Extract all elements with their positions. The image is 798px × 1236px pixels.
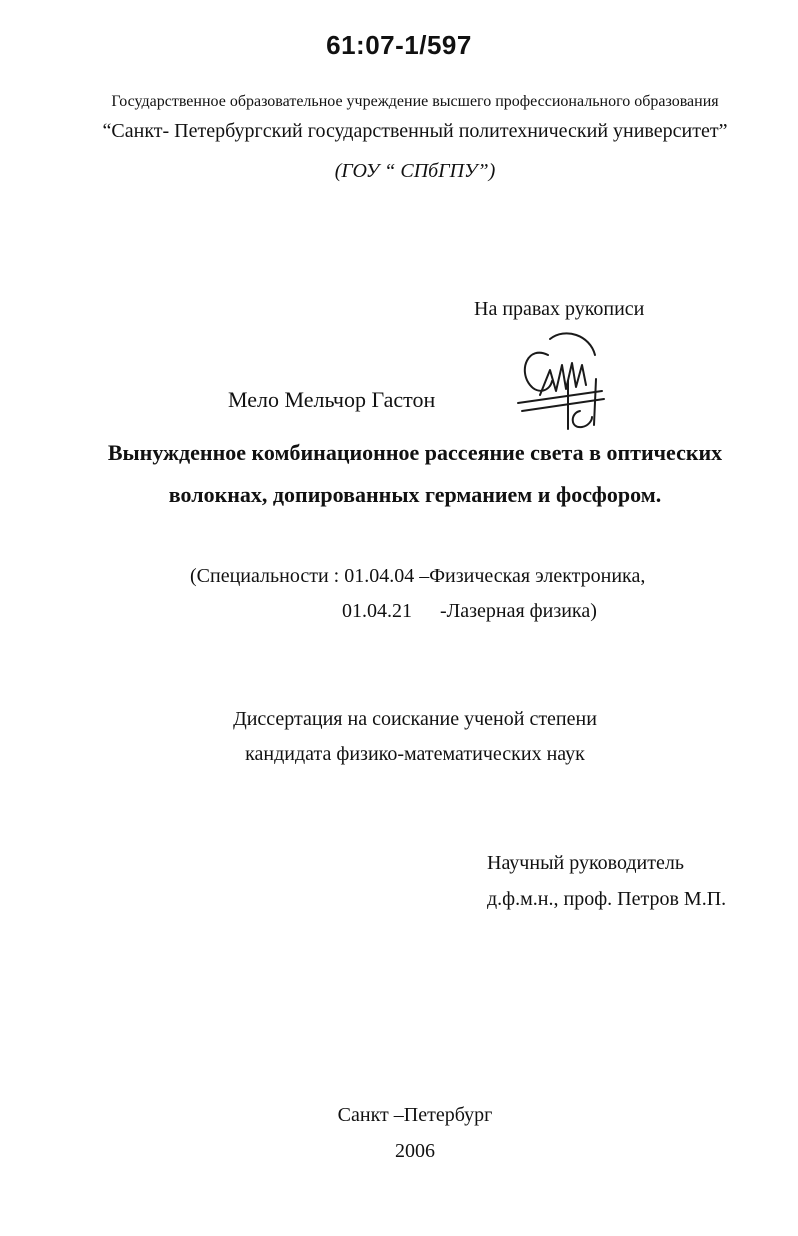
signature-image (510, 325, 610, 440)
degree-line-2: кандидата физико-математических наук (245, 743, 585, 765)
institution-line-2: “Санкт- Петербургский государственный политехнический университет” (102, 120, 728, 142)
registration-code: 61:07-1/597 (326, 30, 472, 60)
advisor-label: Научный руководитель (487, 852, 684, 874)
author-name: Мело Мельчор Гастон (228, 387, 436, 412)
specialty-line-1: (Специальности : 01.04.04 –Физическая электроника, (190, 565, 646, 587)
advisor-name: д.ф.м.н., проф. Петров М.П. (487, 888, 727, 910)
dissertation-title-line-1: Вынужденное комбинационное рассеяние света в оптических (107, 440, 723, 465)
degree-line-1: Диссертация на соискание ученой степени (233, 708, 597, 730)
institution-line-1: Государственное образовательное учреждение высшего профессионального образования (111, 93, 719, 110)
year: 2006 (395, 1140, 435, 1162)
specialty-name-2: -Лазерная физика) (440, 600, 597, 622)
city: Санкт –Петербург (337, 1104, 493, 1126)
institution-abbreviation: (ГОУ “ СПбГПУ”) (334, 160, 496, 182)
dissertation-title-line-2: волокнах, допированных германием и фосфором. (168, 482, 662, 507)
specialty-code-2: 01.04.21 (342, 600, 412, 622)
rights-note: На правах рукописи (474, 298, 645, 320)
